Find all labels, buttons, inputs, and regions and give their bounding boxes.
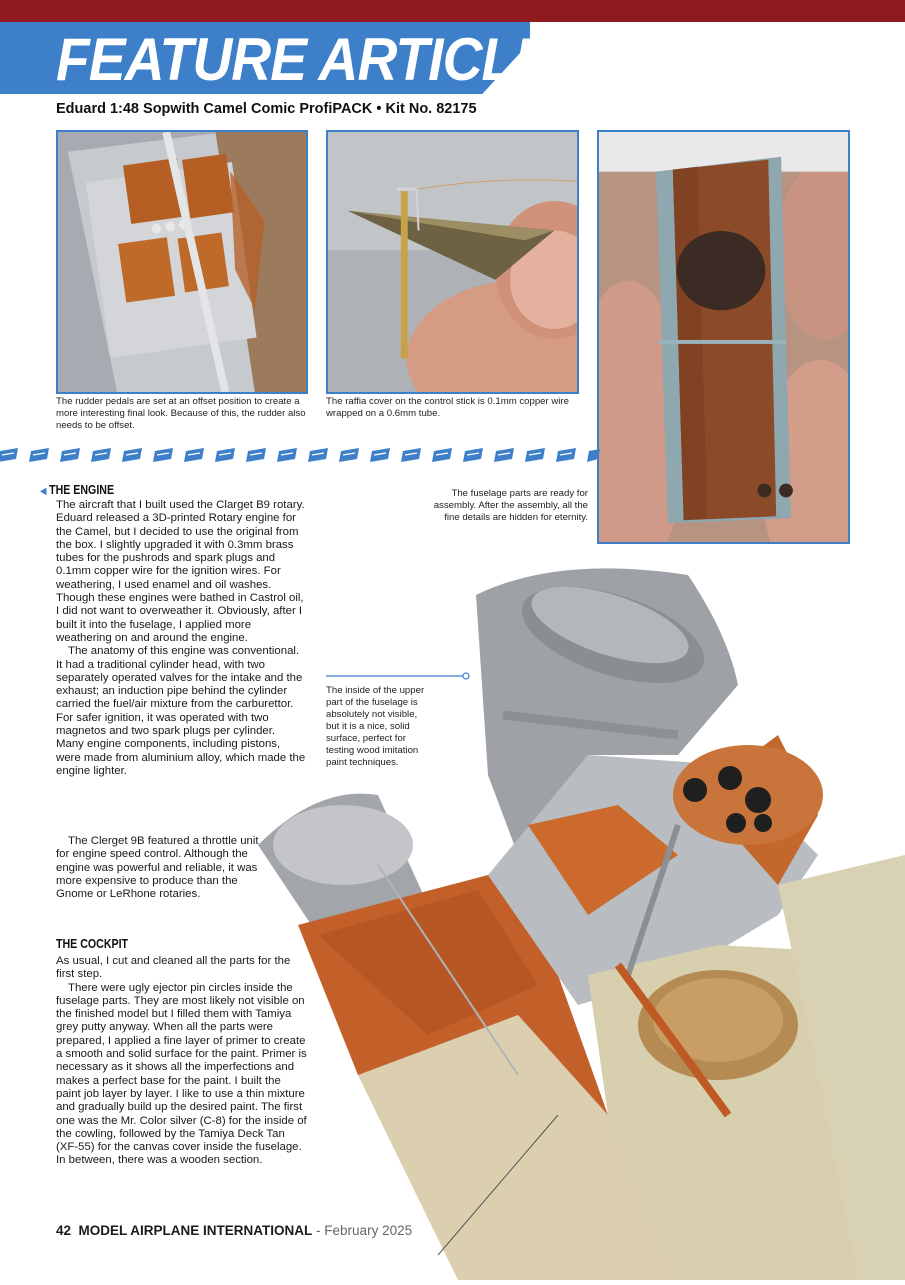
control-stick-caption: The raffia cover on the control stick is 0.1mm copper wire wrapped on a 0.6mm tube.: [326, 396, 569, 419]
section-arrow-icon: ◀: [40, 486, 47, 497]
section-divider-dashes: [0, 448, 600, 462]
engine-heading-text: THE ENGINE: [49, 483, 115, 497]
magazine-name: MODEL AIRPLANE INTERNATIONAL: [78, 1223, 313, 1238]
rudder-pedals-photo: [56, 130, 308, 394]
engine-section-heading: [40, 483, 114, 497]
control-stick-photo: [326, 130, 579, 394]
cockpit-text-2: There were ugly ejector pin circles inside the fuselage parts. They are most likely not visible on the finished model but I filled them with Tamiya grey putty anyway. When all the parts were prepared, I applied a fine layer of primer to create a smooth and solid surface for the paint. Primer is necessary as it shows all the imperfections and makes a perfect base for the paint. I built the paint job layer by layer. I like to use a thin mixture and gradually build up the desired paint. The first one was the Mr. Color silver (C-8) for the inside of the cowling, followed by the Tamiya Deck Tan (XF-55) for the canvas cover inside the fuselage. In between, there was a wooden section.: [56, 981, 307, 1167]
engine-text-1: The aircraft that I built used the Clarget B9 rotary. Eduard released a 3D-printed Rotary engine for the Camel, but I decided to use the original from the box. I slightly upgraded it with 0.3mm brass tubes for the pushrods and spark plugs and 0.1mm copper wire for the ignition wires. For weathering, I used enamel and oil washes. Though these engines were bathed in Castrol oil, I did not want to overweather it. Obviously, after I built it into the fuselage, I applied more weathering on and around the engine.: [56, 499, 305, 644]
page-number: 42: [56, 1223, 72, 1238]
cockpit-section-heading: THE COCKPIT: [56, 937, 129, 951]
callout-leader-line: [326, 671, 472, 681]
fuselage-parts-caption: The fuselage parts are ready for assembly. After the assembly, all the fine details are hidden for eternity.: [433, 488, 588, 523]
rudder-pedals-caption: The rudder pedals are set at an offset position to create a more interesting final look. Because of this, the rudder also needs to be offset.: [56, 396, 306, 431]
cockpit-text-1: As usual, I cut and cleaned all the parts for the first step.: [56, 955, 291, 981]
fuselage-parts-photo: [597, 130, 850, 544]
engine-paragraph-3: [56, 835, 264, 901]
fuselage-interior-callout: The inside of the upper part of the fuselage is absolutely not visible, but it is a nice, solid surface, perfect for testing wood imitation paint techniques.: [326, 685, 425, 768]
cockpit-paragraphs: [56, 955, 308, 1168]
engine-paragraph-1: [56, 499, 306, 778]
engine-text-3: The Clerget 9B featured a throttle unit for engine speed control. Although the engine was powerful and reliable, it was more expensive to produce than the Gnome or LeRhone rotaries.: [56, 835, 259, 901]
page-footer: [56, 1223, 412, 1238]
issue-date: - February 2025: [312, 1223, 413, 1238]
banner-title: FEATURE ARTICLE: [56, 26, 551, 93]
article-subtitle: Eduard 1:48 Sopwith Camel Comic ProfiPACK • Kit No. 82175: [56, 101, 477, 117]
top-color-bar: [0, 0, 905, 22]
cockpit-main-photo: [258, 555, 905, 1280]
engine-text-2: The anatomy of this engine was conventional. It had a traditional cylinder head, with two separately operated valves for the intake and the exhaust; an induction pipe behind the cylinder carried the fuel/air mixture from the carburettor. For safer ignition, it was operated with two magnetos and two spark plugs per cylinder. Many engine components, including pistons, were made from aluminium alloy, which made the engine lighter.: [56, 645, 306, 777]
